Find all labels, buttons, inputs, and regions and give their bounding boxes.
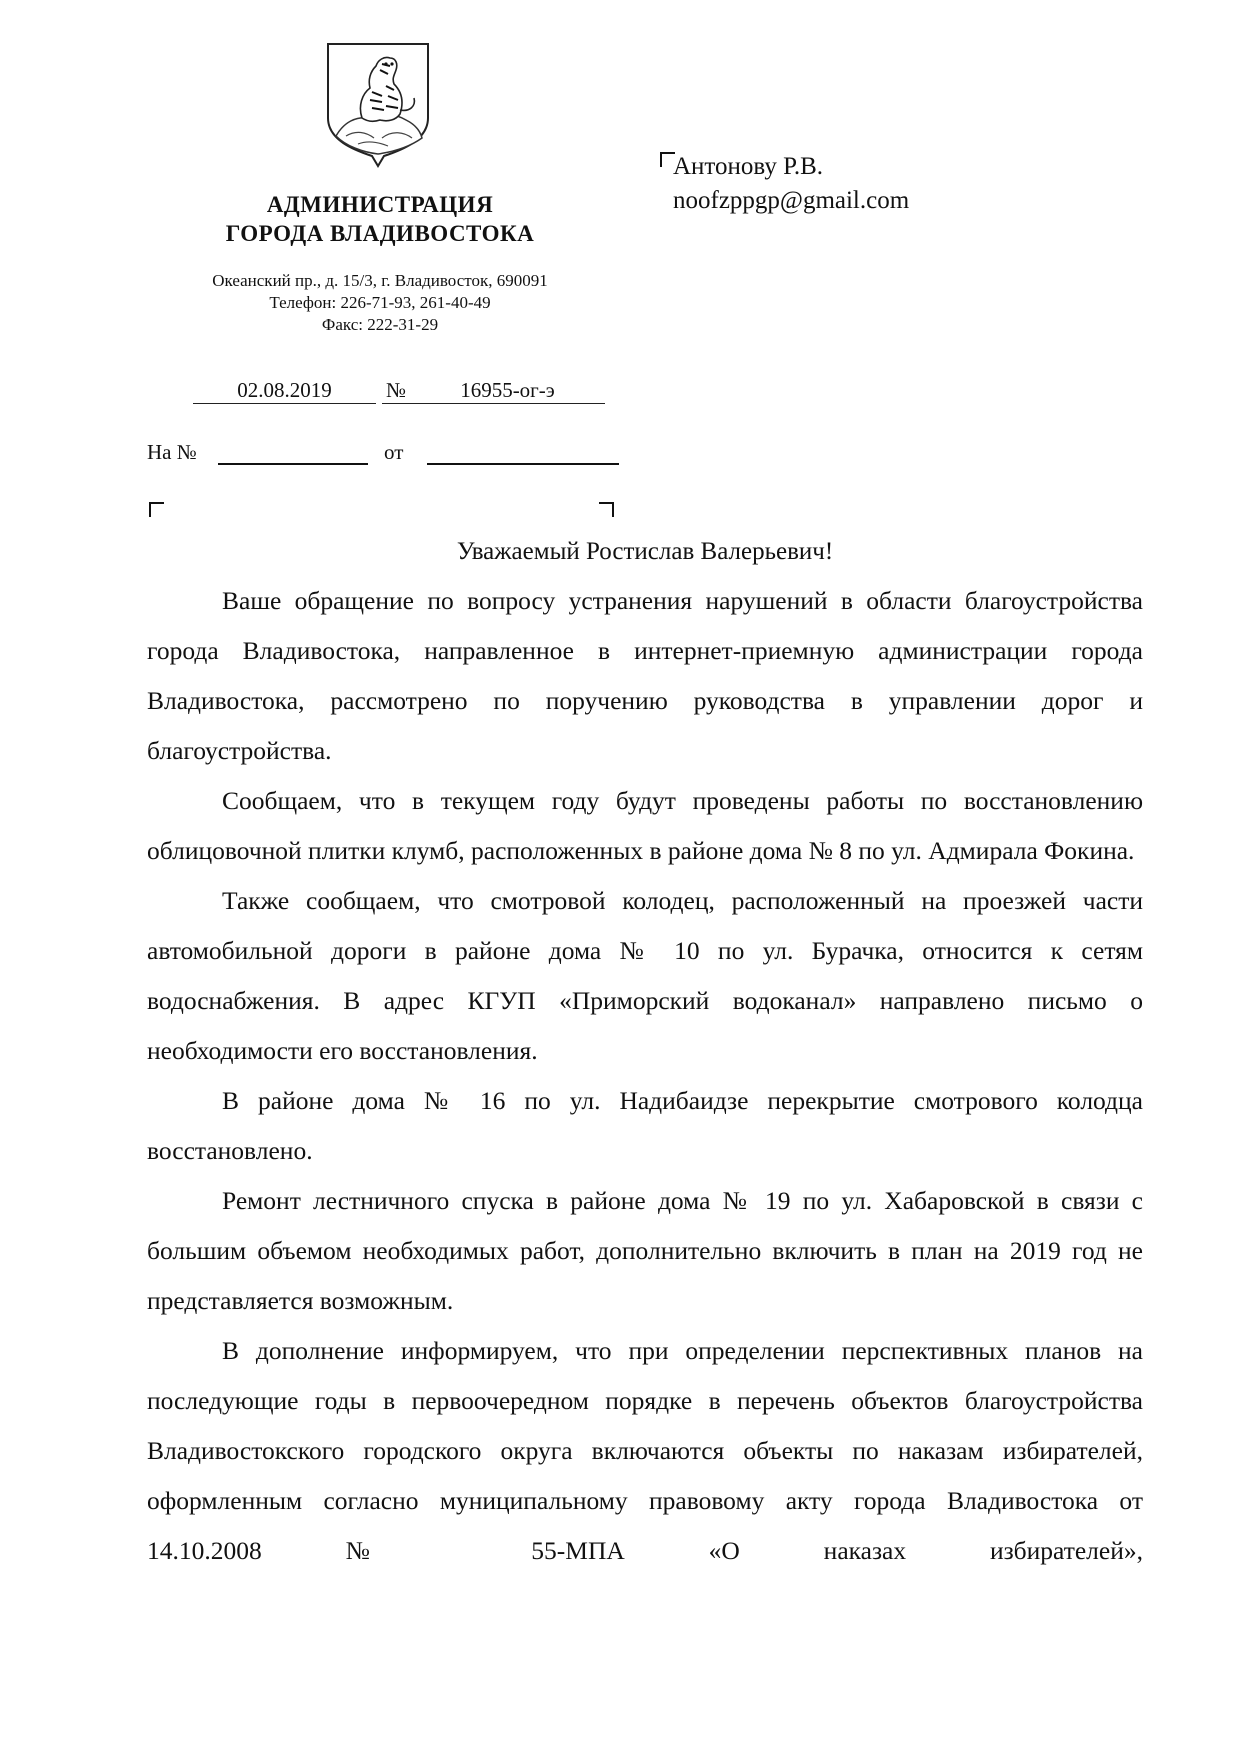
letter-paragraph: В районе дома № 16 по ул. Надибаидзе перекрытие смотрового колодца восстановлено.: [147, 1086, 1143, 1165]
org-title-line2: ГОРОДА ВЛАДИВОСТОКА: [225, 221, 535, 246]
letter-paragraph: Ремонт лестничного спуска в районе дома № 19 по ул. Хабаровской в связи с большим объемом необходимых работ, дополнительно включить в план на 2019 год не представляется возможным.: [147, 1186, 1143, 1315]
org-address: Океанский пр., д. 15/3, г. Владивосток, 690091: [212, 271, 548, 290]
registration-number: 16955-ог-э: [410, 377, 605, 404]
addressee-email: noofzppgp@gmail.com: [673, 187, 910, 214]
addressee-name: Антонову Р.В.: [673, 153, 824, 180]
coat-of-arms-emblem: [322, 40, 434, 168]
letter-body: [147, 576, 1143, 1576]
letter-paragraph: Также сообщаем, что смотровой колодец, расположенный на проезжей части автомобильной дороги в районе дома № 10 по ул. Бурачка, относится к сетям водоснабжения. В адрес КГУП «Приморский водоканал» направлено письмо о необходимости его восстановления.: [147, 886, 1143, 1065]
org-fax: Факс: 222-31-29: [321, 315, 439, 334]
registration-number-sign: №: [382, 377, 410, 404]
reply-from-label: от: [384, 440, 404, 464]
org-phone: Телефон: 226-71-93, 261-40-49: [269, 293, 491, 312]
letter-paragraph: Ваше обращение по вопросу устранения нарушений в области благоустройства города Владивостока, направленное в интернет-приемную администрации города Владивостока, рассмотрено по поручению руководства в управлении дорог и благоустройства.: [147, 586, 1143, 765]
registration-date: 02.08.2019: [193, 377, 376, 404]
letter-salutation: Уважаемый Ростислав Валерьевич!: [456, 538, 834, 565]
letter-paragraph: В дополнение информируем, что при определении перспективных планов на последующие годы в первоочередном порядке в перечень объектов благоустройства Владивостокского городского округа включаются объекты по наказам избирателей, оформленным согласно муниципальному правовому акту города Владивостока от 14.10.2008 № 55-МПА «О наказах избирателей»,: [147, 1336, 1143, 1565]
reply-number-label: На №: [147, 440, 197, 464]
reply-number-blank: [218, 439, 368, 465]
org-title-line1: АДМИНИСТРАЦИЯ: [266, 192, 494, 217]
subject-corner-left: [149, 502, 164, 517]
reply-date-blank: [427, 439, 619, 465]
subject-corner-right: [599, 502, 614, 517]
letter-paragraph: Сообщаем, что в текущем году будут проведены работы по восстановлению облицовочной плитки клумб, расположенных в районе дома № 8 по ул. Адмирала Фокина.: [147, 786, 1143, 865]
